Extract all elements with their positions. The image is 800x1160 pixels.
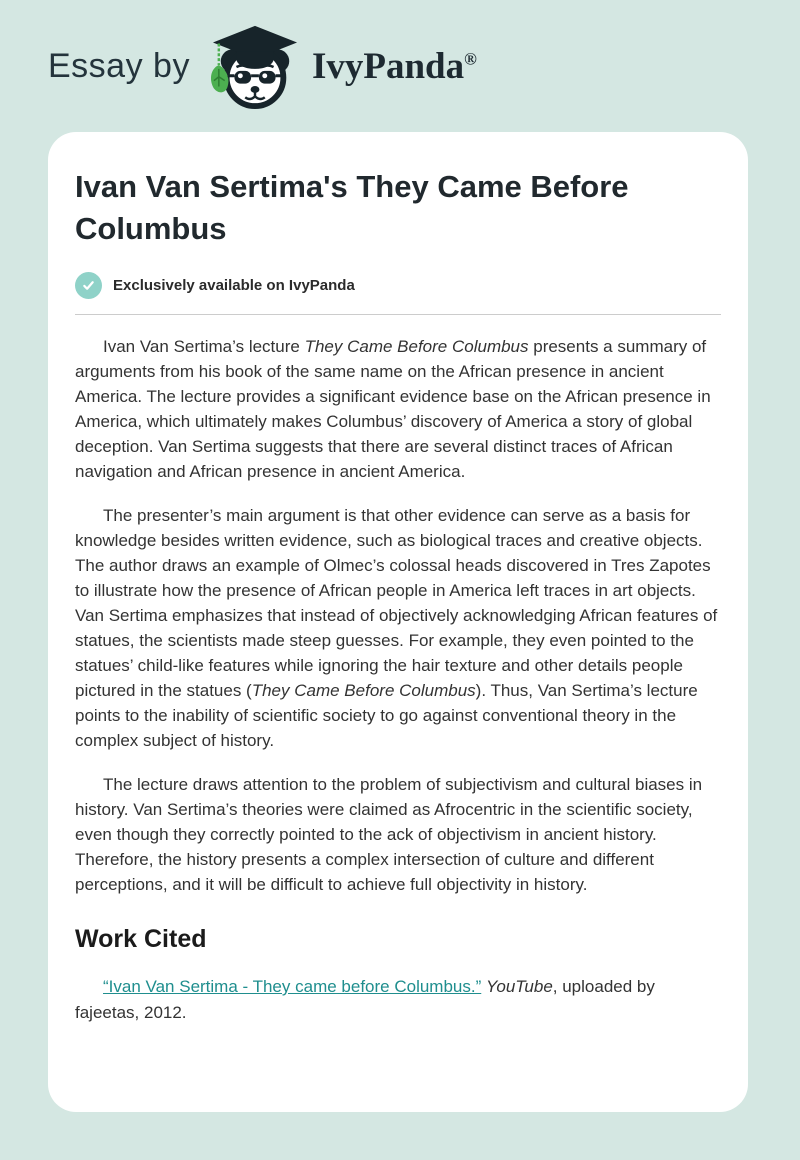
brand-name: IvyPanda® [311,45,477,87]
check-icon [75,272,102,299]
text-run: They Came Before Columbus [251,681,476,700]
registered-mark: ® [464,49,477,69]
site-header [0,0,800,132]
essay-card [48,132,748,1112]
paragraph-3 [75,772,721,897]
text-run: The presenter’s main argument is that other evidence can serve as a basis for knowledge besides written evidence, such as biological traces and creative objects. The author draws an example of Olmec’s colossal heads discovered in Tres Zapotes to illustrate how the presence of African people in America left traces in art objects. Van Sertima emphasizes that instead of objectively acknowledging African features of statues, the scientists made steep guesses. For example, they even pointed to the statues’ child-like features while ignoring the hair texture and other details people pictured in the statues ( [75,506,718,700]
text-run: YouTube [485,977,553,996]
text-run: They Came Before Columbus [304,337,529,356]
paragraph-1 [75,334,721,484]
divider [75,314,721,315]
badge-label: Exclusively available on IvyPanda [113,277,355,294]
text-run: , uploaded by fajeetas, 2012. [75,977,655,1022]
text-run: ). Thus, Van Sertima’s lecture points to the inability of scientific society to go against conventional theory in the complex subject of history. [75,681,698,750]
citation-link[interactable]: “Ivan Van Sertima - They came before Columbus.” [103,977,482,996]
text-run: presents a summary of arguments from his book of the same name on the African presence in ancient America. The lecture provides a significant evidence base on the African presence in America, which ultimately makes Columbus’ discovery of America a story of global deception. Van Sertima suggests that there are several distinct traces of African navigation and African presence in ancient America. [75,337,711,481]
text-run: The lecture draws attention to the problem of subjectivism and cultural biases in history. Van Sertima’s theories were claimed as Afrocentric in the scientific society, even though they correctly pointed to the ack of objectivism in ancient history. Therefore, the history presents a complex intersection of culture and different perceptions, and it will be difficult to achieve full objectivity in history. [75,775,703,894]
exclusive-badge [75,272,721,299]
essay-by-label: Essay by [48,46,190,85]
essay-body [75,334,721,897]
citation-entry [75,974,721,1026]
text-run: Ivan Van Sertima’s lecture [103,337,305,356]
paragraph-2 [75,503,721,753]
panda-graduate-logo-icon [206,22,304,110]
page-title: Ivan Van Sertima's They Came Before Columbus [75,169,629,246]
ivypanda-logo [206,22,477,110]
work-cited-heading: Work Cited [75,925,207,953]
